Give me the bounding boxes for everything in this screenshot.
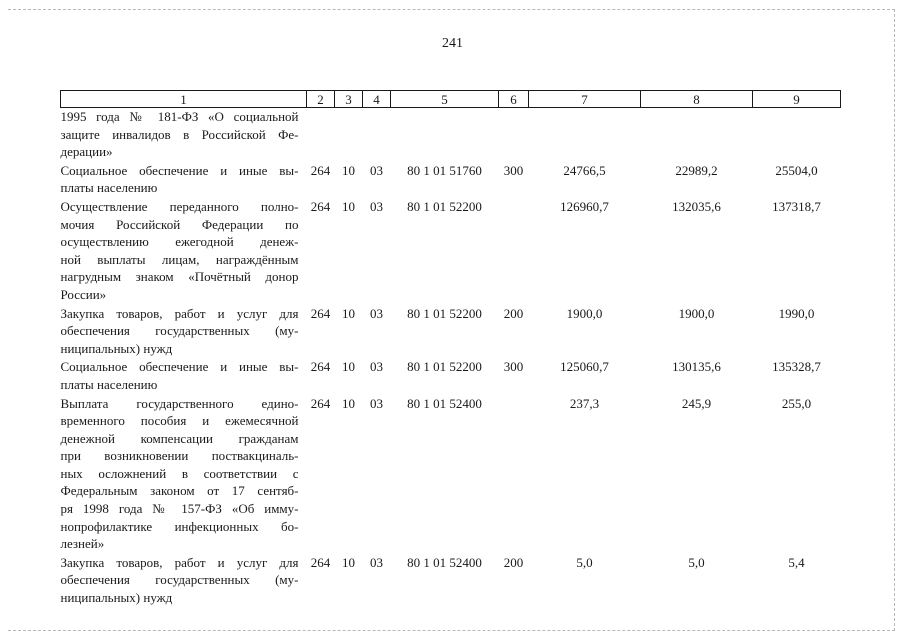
row-name-line: Социальное обеспечение и иные вы- <box>60 162 299 178</box>
cell-subsection: 03 <box>370 162 383 178</box>
cell-expense-type <box>499 394 529 553</box>
cell-amount-year-1: 237,3 <box>569 395 600 411</box>
cell-amount-year-1: 126960,7 <box>560 198 609 214</box>
row-name-cell <box>61 357 307 393</box>
cell-section: 10 <box>342 359 355 375</box>
row-name-cell <box>61 197 307 304</box>
cell-section: 10 <box>342 395 355 411</box>
cell-section: 10 <box>342 162 355 178</box>
cell-subsection: 03 <box>370 554 383 570</box>
row-name-line: нагрудным знаком «Почётный донор <box>60 269 299 285</box>
cell-admin-code: 264 <box>310 554 331 570</box>
row-name-line: обеспечения государственных (му- <box>60 572 299 588</box>
cell-amount-year-2: 132035,6 <box>672 198 721 214</box>
row-name-line: при возникновении поствакциналь- <box>60 448 299 464</box>
row-name-line: Закупка товаров, работ и услуг для <box>60 554 299 570</box>
cell-section: 10 <box>342 198 355 214</box>
cell-expense-type <box>499 108 529 161</box>
table-row <box>61 394 841 553</box>
cell-amount-year-3 <box>753 108 841 161</box>
cell-amount-year-2: 245,9 <box>681 395 712 411</box>
cell-subsection: 03 <box>370 359 383 375</box>
row-name-line: лезней» <box>60 536 105 552</box>
cell-amount-year-1: 24766,5 <box>563 162 606 178</box>
header-cell-4: 4 <box>363 91 391 108</box>
table-row <box>61 553 841 607</box>
row-name-line: ниципальных) нужд <box>60 590 173 606</box>
cell-target-article: 80 1 01 51760 <box>407 162 482 178</box>
row-name-line: ной выплаты лицам, награждённым <box>60 251 299 267</box>
row-name-line: Выплата государственного едино- <box>60 395 299 411</box>
cell-subsection <box>363 108 391 161</box>
cell-amount-year-1 <box>529 108 641 161</box>
cell-amount-year-1: 1900,0 <box>566 305 603 321</box>
cell-expense-type: 300 <box>503 359 524 375</box>
cell-amount-year-2 <box>641 108 753 161</box>
row-name-line: платы населению <box>60 180 158 196</box>
cell-amount-year-2: 5,0 <box>688 554 705 570</box>
cell-target-article: 80 1 01 52400 <box>407 554 482 570</box>
cell-expense-type: 200 <box>503 554 524 570</box>
cell-target-article <box>391 108 499 161</box>
row-name-line: ниципальных) нужд <box>60 340 173 356</box>
table-header-row <box>61 91 841 108</box>
row-name-line: России» <box>60 286 107 302</box>
cell-amount-year-3: 135328,7 <box>772 359 821 375</box>
cell-admin-code <box>307 108 335 161</box>
row-name-cell <box>61 394 307 553</box>
row-name-line: мочия Российской Федерации по <box>60 216 299 232</box>
header-cell-5: 5 <box>391 91 499 108</box>
cell-admin-code: 264 <box>310 305 331 321</box>
row-name-line: Закупка товаров, работ и услуг для <box>60 305 299 321</box>
cell-target-article: 80 1 01 52200 <box>407 198 482 214</box>
row-name-line: нопрофилактике инфекционных бо- <box>60 518 299 534</box>
row-name-line: ных осложнений в соответствии с <box>60 465 299 481</box>
header-cell-7: 7 <box>529 91 641 108</box>
cell-admin-code: 264 <box>310 198 331 214</box>
row-name-cell <box>61 304 307 358</box>
row-name-line: Осуществление переданного полно- <box>60 198 299 214</box>
cell-target-article: 80 1 01 52400 <box>407 395 482 411</box>
cell-amount-year-2: 22989,2 <box>675 162 718 178</box>
row-name-line: платы населению <box>60 376 158 392</box>
cell-subsection: 03 <box>370 305 383 321</box>
cell-subsection: 03 <box>370 395 383 411</box>
header-cell-8: 8 <box>641 91 753 108</box>
row-name-line: денежной компенсации гражданам <box>60 430 299 446</box>
row-name-cell <box>61 161 307 197</box>
table-row <box>61 161 841 197</box>
row-name-line: ря 1998 года № 157-ФЗ «Об имму- <box>60 501 299 517</box>
row-name-line: временного пособия и ежемесячной <box>60 413 299 429</box>
cell-amount-year-1: 125060,7 <box>560 359 609 375</box>
header-cell-2: 2 <box>307 91 335 108</box>
table-row <box>61 304 841 358</box>
header-cell-6: 6 <box>499 91 529 108</box>
row-name-line: обеспечения государственных (му- <box>60 323 299 339</box>
row-name-line: Социальное обеспечение и иные вы- <box>60 359 299 375</box>
row-name-cell <box>61 553 307 607</box>
header-cell-1: 1 <box>61 91 307 108</box>
cell-amount-year-3: 1990,0 <box>778 305 815 321</box>
header-cell-3: 3 <box>335 91 363 108</box>
cell-amount-year-3: 5,4 <box>788 554 805 570</box>
page-number: 241 <box>442 36 463 51</box>
cell-amount-year-3: 25504,0 <box>775 162 818 178</box>
row-name-cell <box>61 108 307 161</box>
cell-amount-year-2: 1900,0 <box>678 305 715 321</box>
cell-admin-code: 264 <box>310 162 331 178</box>
table-row <box>61 108 841 161</box>
cell-expense-type: 200 <box>503 305 524 321</box>
row-name-line: защите инвалидов в Российской Фе- <box>60 126 299 142</box>
row-name-line: дерации» <box>60 144 113 160</box>
cell-section: 10 <box>342 305 355 321</box>
cell-expense-type <box>499 197 529 304</box>
cell-target-article: 80 1 01 52200 <box>407 305 482 321</box>
row-name-line: осуществлению ежегодной денеж- <box>60 234 299 250</box>
table-row <box>61 197 841 304</box>
cell-section <box>335 108 363 161</box>
cell-amount-year-3: 255,0 <box>781 395 812 411</box>
cell-admin-code: 264 <box>310 395 331 411</box>
cell-expense-type: 300 <box>503 162 524 178</box>
row-name-line: Федеральным законом от 17 сентяб- <box>60 483 299 499</box>
cell-section: 10 <box>342 554 355 570</box>
budget-table <box>60 90 841 607</box>
table-row <box>61 357 841 393</box>
cell-amount-year-3: 137318,7 <box>772 198 821 214</box>
cell-target-article: 80 1 01 52200 <box>407 359 482 375</box>
cell-amount-year-1: 5,0 <box>576 554 593 570</box>
cell-subsection: 03 <box>370 198 383 214</box>
cell-admin-code: 264 <box>310 359 331 375</box>
cell-amount-year-2: 130135,6 <box>672 359 721 375</box>
header-cell-9: 9 <box>753 91 841 108</box>
row-name-line: 1995 года № 181-ФЗ «О социальной <box>60 109 299 124</box>
